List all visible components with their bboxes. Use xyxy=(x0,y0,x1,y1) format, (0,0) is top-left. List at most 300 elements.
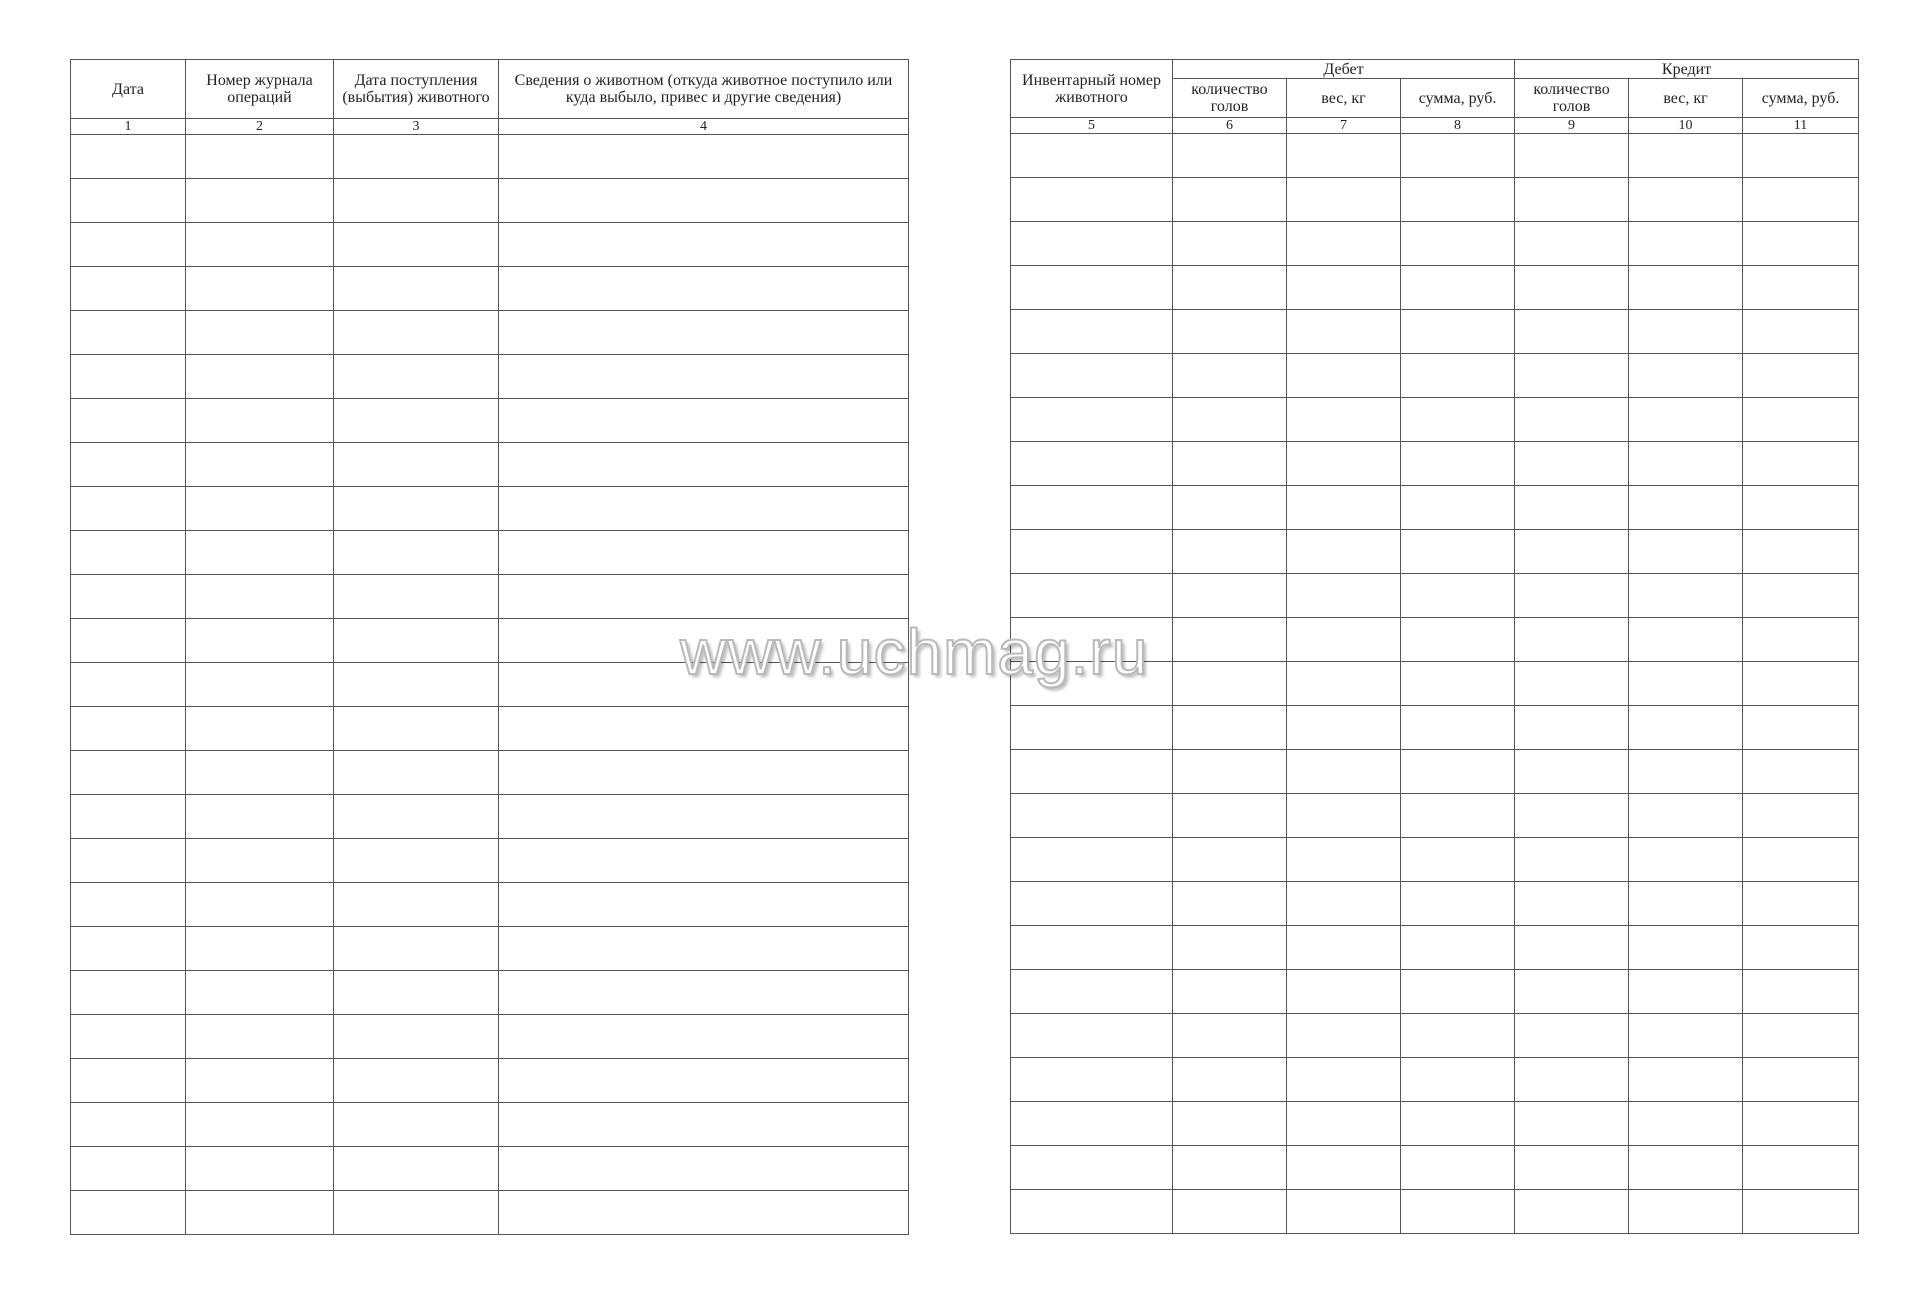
right-entry-cell[interactable] xyxy=(1629,618,1743,662)
right-entry-cell[interactable] xyxy=(1287,970,1401,1014)
right-entry-cell[interactable] xyxy=(1401,882,1515,926)
right-entry-cell[interactable] xyxy=(1173,178,1287,222)
left-entry-cell[interactable] xyxy=(499,795,909,839)
right-entry-cell[interactable] xyxy=(1401,354,1515,398)
table-row xyxy=(1011,530,1859,574)
left-entry-cell[interactable] xyxy=(499,839,909,883)
right-entry-cell[interactable] xyxy=(1011,706,1173,750)
right-entry-cell[interactable] xyxy=(1173,838,1287,882)
right-entry-cell[interactable] xyxy=(1401,1102,1515,1146)
left-entry-cell[interactable] xyxy=(334,179,499,223)
right-entry-cell[interactable] xyxy=(1743,266,1859,310)
left-entry-cell[interactable] xyxy=(71,311,186,355)
table-row xyxy=(71,971,909,1015)
column-number-4: 4 xyxy=(499,119,909,135)
right-entry-cell[interactable] xyxy=(1743,662,1859,706)
right-entry-cell[interactable] xyxy=(1629,794,1743,838)
right-entry-cell[interactable] xyxy=(1287,750,1401,794)
left-entry-cell[interactable] xyxy=(334,355,499,399)
right-entry-cell[interactable] xyxy=(1011,530,1173,574)
column-number-1: 1 xyxy=(71,119,186,135)
right-entry-cell[interactable] xyxy=(1173,618,1287,662)
right-entry-cell[interactable] xyxy=(1629,266,1743,310)
right-entry-cell[interactable] xyxy=(1743,1014,1859,1058)
right-entry-cell[interactable] xyxy=(1287,618,1401,662)
left-header-row xyxy=(71,60,909,119)
right-entry-cell[interactable] xyxy=(1173,1146,1287,1190)
left-entry-cell[interactable] xyxy=(71,795,186,839)
right-entry-cell[interactable] xyxy=(1743,1058,1859,1102)
right-entry-cell[interactable] xyxy=(1173,750,1287,794)
left-entry-cell[interactable] xyxy=(334,1147,499,1191)
right-entry-cell[interactable] xyxy=(1515,794,1629,838)
right-entry-cell[interactable] xyxy=(1011,134,1173,178)
left-entry-cell[interactable] xyxy=(186,267,334,311)
right-entry-cell[interactable] xyxy=(1515,398,1629,442)
right-entry-cell[interactable] xyxy=(1401,310,1515,354)
right-entry-cell[interactable] xyxy=(1011,442,1173,486)
left-entry-cell[interactable] xyxy=(499,1103,909,1147)
left-entry-cell[interactable] xyxy=(499,399,909,443)
left-entry-cell[interactable] xyxy=(186,179,334,223)
left-entry-cell[interactable] xyxy=(186,971,334,1015)
right-entry-cell[interactable] xyxy=(1173,530,1287,574)
right-entry-cell[interactable] xyxy=(1287,310,1401,354)
right-entry-cell[interactable] xyxy=(1287,134,1401,178)
left-entry-cell[interactable] xyxy=(71,531,186,575)
right-entry-cell[interactable] xyxy=(1743,1102,1859,1146)
left-entry-cell[interactable] xyxy=(71,443,186,487)
right-entry-cell[interactable] xyxy=(1173,398,1287,442)
right-entry-cell[interactable] xyxy=(1173,222,1287,266)
left-entry-cell[interactable] xyxy=(186,531,334,575)
right-entry-cell[interactable] xyxy=(1011,310,1173,354)
left-entry-cell[interactable] xyxy=(499,1015,909,1059)
right-entry-cell[interactable] xyxy=(1401,222,1515,266)
right-entry-cell[interactable] xyxy=(1401,750,1515,794)
left-entry-cell[interactable] xyxy=(499,355,909,399)
left-entry-cell[interactable] xyxy=(499,1147,909,1191)
right-entry-cell[interactable] xyxy=(1011,178,1173,222)
right-entry-cell[interactable] xyxy=(1287,1146,1401,1190)
right-entry-cell[interactable] xyxy=(1629,1014,1743,1058)
right-entry-cell[interactable] xyxy=(1629,530,1743,574)
right-entry-cell[interactable] xyxy=(1011,882,1173,926)
right-entry-cell[interactable] xyxy=(1515,1058,1629,1102)
right-entry-cell[interactable] xyxy=(1629,134,1743,178)
right-entry-cell[interactable] xyxy=(1401,134,1515,178)
right-entry-cell[interactable] xyxy=(1011,970,1173,1014)
left-entry-cell[interactable] xyxy=(334,883,499,927)
right-entry-cell[interactable] xyxy=(1401,794,1515,838)
right-entry-cell[interactable] xyxy=(1629,970,1743,1014)
right-entry-cell[interactable] xyxy=(1629,486,1743,530)
left-entry-cell[interactable] xyxy=(186,311,334,355)
left-entry-cell[interactable] xyxy=(334,575,499,619)
left-entry-cell[interactable] xyxy=(71,135,186,179)
right-entry-cell[interactable] xyxy=(1173,970,1287,1014)
right-entry-cell[interactable] xyxy=(1743,838,1859,882)
right-entry-cell[interactable] xyxy=(1287,354,1401,398)
left-entry-cell[interactable] xyxy=(71,971,186,1015)
right-entry-cell[interactable] xyxy=(1011,1014,1173,1058)
left-entry-cell[interactable] xyxy=(499,311,909,355)
right-entry-cell[interactable] xyxy=(1173,662,1287,706)
right-entry-cell[interactable] xyxy=(1629,354,1743,398)
right-entry-cell[interactable] xyxy=(1743,1146,1859,1190)
left-entry-cell[interactable] xyxy=(71,1015,186,1059)
right-entry-cell[interactable] xyxy=(1743,354,1859,398)
right-entry-cell[interactable] xyxy=(1743,178,1859,222)
right-entry-cell[interactable] xyxy=(1011,838,1173,882)
right-entry-cell[interactable] xyxy=(1401,266,1515,310)
left-entry-cell[interactable] xyxy=(71,487,186,531)
left-entry-cell[interactable] xyxy=(71,267,186,311)
right-entry-cell[interactable] xyxy=(1287,266,1401,310)
left-entry-cell[interactable] xyxy=(334,1191,499,1235)
left-entry-cell[interactable] xyxy=(186,443,334,487)
left-entry-cell[interactable] xyxy=(71,1191,186,1235)
left-entry-cell[interactable] xyxy=(499,883,909,927)
table-row xyxy=(1011,486,1859,530)
left-entry-cell[interactable] xyxy=(71,751,186,795)
right-entry-cell[interactable] xyxy=(1287,1014,1401,1058)
left-entry-cell[interactable] xyxy=(71,1147,186,1191)
right-entry-cell[interactable] xyxy=(1287,442,1401,486)
right-entry-cell[interactable] xyxy=(1629,442,1743,486)
left-entry-cell[interactable] xyxy=(71,1103,186,1147)
table-row xyxy=(71,399,909,443)
right-entry-cell[interactable] xyxy=(1401,398,1515,442)
right-entry-cell[interactable] xyxy=(1743,398,1859,442)
left-entry-cell[interactable] xyxy=(499,707,909,751)
left-entry-cell[interactable] xyxy=(334,1059,499,1103)
right-entry-cell[interactable] xyxy=(1401,926,1515,970)
right-entry-cell[interactable] xyxy=(1173,794,1287,838)
right-entry-cell[interactable] xyxy=(1515,882,1629,926)
right-entry-cell[interactable] xyxy=(1743,882,1859,926)
left-entry-cell[interactable] xyxy=(499,575,909,619)
left-entry-cell[interactable] xyxy=(334,1103,499,1147)
right-entry-cell[interactable] xyxy=(1173,486,1287,530)
left-entry-cell[interactable] xyxy=(186,883,334,927)
left-entry-cell[interactable] xyxy=(334,1015,499,1059)
right-entry-cell[interactable] xyxy=(1011,794,1173,838)
right-entry-cell[interactable] xyxy=(1173,1190,1287,1234)
right-entry-cell[interactable] xyxy=(1629,926,1743,970)
left-entry-cell[interactable] xyxy=(334,751,499,795)
left-entry-cell[interactable] xyxy=(499,1191,909,1235)
right-entry-cell[interactable] xyxy=(1011,618,1173,662)
column-number-2: 2 xyxy=(186,119,334,135)
left-entry-cell[interactable] xyxy=(334,839,499,883)
table-row xyxy=(1011,178,1859,222)
right-entry-cell[interactable] xyxy=(1011,222,1173,266)
left-entry-cell[interactable] xyxy=(499,971,909,1015)
right-entry-cell[interactable] xyxy=(1173,134,1287,178)
right-entry-cell[interactable] xyxy=(1173,310,1287,354)
left-entry-cell[interactable] xyxy=(499,487,909,531)
left-entry-cell[interactable] xyxy=(186,399,334,443)
right-entry-cell[interactable] xyxy=(1515,574,1629,618)
right-entry-cell[interactable] xyxy=(1743,1190,1859,1234)
table-row xyxy=(1011,838,1859,882)
right-entry-cell[interactable] xyxy=(1287,178,1401,222)
left-entry-cell[interactable] xyxy=(334,223,499,267)
left-entry-cell[interactable] xyxy=(186,619,334,663)
left-entry-cell[interactable] xyxy=(71,663,186,707)
right-entry-cell[interactable] xyxy=(1173,266,1287,310)
right-entry-cell[interactable] xyxy=(1629,574,1743,618)
right-entry-cell[interactable] xyxy=(1629,398,1743,442)
right-entry-cell[interactable] xyxy=(1515,1014,1629,1058)
right-entry-cell[interactable] xyxy=(1743,750,1859,794)
right-entry-cell[interactable] xyxy=(1401,442,1515,486)
right-entry-cell[interactable] xyxy=(1629,222,1743,266)
right-entry-cell[interactable] xyxy=(1287,530,1401,574)
right-entry-cell[interactable] xyxy=(1515,530,1629,574)
right-entry-cell[interactable] xyxy=(1401,530,1515,574)
right-entry-cell[interactable] xyxy=(1401,1058,1515,1102)
right-entry-cell[interactable] xyxy=(1629,662,1743,706)
left-entry-cell[interactable] xyxy=(186,1015,334,1059)
right-entry-cell[interactable] xyxy=(1287,1102,1401,1146)
right-entry-cell[interactable] xyxy=(1515,1102,1629,1146)
right-entry-cell[interactable] xyxy=(1287,574,1401,618)
right-entry-cell[interactable] xyxy=(1287,706,1401,750)
right-entry-cell[interactable] xyxy=(1515,178,1629,222)
right-entry-cell[interactable] xyxy=(1287,1058,1401,1102)
left-entry-cell[interactable] xyxy=(186,487,334,531)
right-entry-cell[interactable] xyxy=(1515,442,1629,486)
table-row xyxy=(71,267,909,311)
right-entry-cell[interactable] xyxy=(1011,574,1173,618)
right-entry-cell[interactable] xyxy=(1515,662,1629,706)
left-entry-cell[interactable] xyxy=(186,707,334,751)
table-row xyxy=(71,1015,909,1059)
right-entry-cell[interactable] xyxy=(1515,750,1629,794)
left-entry-cell[interactable] xyxy=(499,531,909,575)
header-arrival-date: Дата поступления (выбытия) животного xyxy=(334,60,499,119)
left-entry-cell[interactable] xyxy=(71,355,186,399)
left-entry-cell[interactable] xyxy=(499,267,909,311)
left-entry-cell[interactable] xyxy=(186,751,334,795)
column-number-9: 9 xyxy=(1515,118,1629,134)
left-entry-cell[interactable] xyxy=(499,1059,909,1103)
right-entry-cell[interactable] xyxy=(1011,266,1173,310)
right-entry-cell[interactable] xyxy=(1743,794,1859,838)
column-number-6: 6 xyxy=(1173,118,1287,134)
left-entry-cell[interactable] xyxy=(499,443,909,487)
table-row xyxy=(1011,750,1859,794)
right-entry-cell[interactable] xyxy=(1515,618,1629,662)
right-entry-cell[interactable] xyxy=(1011,1102,1173,1146)
left-entry-cell[interactable] xyxy=(499,135,909,179)
right-entry-cell[interactable] xyxy=(1011,398,1173,442)
right-entry-cell[interactable] xyxy=(1011,1146,1173,1190)
right-entry-cell[interactable] xyxy=(1515,1146,1629,1190)
table-row xyxy=(1011,442,1859,486)
right-entry-cell[interactable] xyxy=(1287,1190,1401,1234)
right-entry-cell[interactable] xyxy=(1401,1146,1515,1190)
header-debit: Дебет xyxy=(1173,60,1515,79)
left-entry-cell[interactable] xyxy=(186,355,334,399)
right-entry-cell[interactable] xyxy=(1743,970,1859,1014)
right-entry-cell[interactable] xyxy=(1401,178,1515,222)
right-entry-cell[interactable] xyxy=(1287,882,1401,926)
right-entry-cell[interactable] xyxy=(1515,838,1629,882)
left-entry-cell[interactable] xyxy=(499,663,909,707)
right-entry-cell[interactable] xyxy=(1515,1190,1629,1234)
left-entry-cell[interactable] xyxy=(334,707,499,751)
right-entry-cell[interactable] xyxy=(1401,970,1515,1014)
table-row xyxy=(71,531,909,575)
left-entry-cell[interactable] xyxy=(499,619,909,663)
right-entry-cell[interactable] xyxy=(1173,1102,1287,1146)
left-entry-cell[interactable] xyxy=(186,1191,334,1235)
right-entry-cell[interactable] xyxy=(1401,706,1515,750)
right-entry-cell[interactable] xyxy=(1287,838,1401,882)
right-entry-cell[interactable] xyxy=(1743,134,1859,178)
right-entry-cell[interactable] xyxy=(1287,486,1401,530)
right-entry-cell[interactable] xyxy=(1743,926,1859,970)
left-entry-cell[interactable] xyxy=(71,575,186,619)
right-entry-cell[interactable] xyxy=(1629,1102,1743,1146)
right-entry-cell[interactable] xyxy=(1401,662,1515,706)
right-entry-cell[interactable] xyxy=(1011,1058,1173,1102)
left-entry-cell[interactable] xyxy=(334,619,499,663)
right-entry-cell[interactable] xyxy=(1401,1014,1515,1058)
right-entry-cell[interactable] xyxy=(1173,926,1287,970)
left-entry-cell[interactable] xyxy=(186,575,334,619)
right-entry-cell[interactable] xyxy=(1287,794,1401,838)
right-entry-cell[interactable] xyxy=(1629,1058,1743,1102)
left-entry-cell[interactable] xyxy=(71,927,186,971)
right-entry-cell[interactable] xyxy=(1515,310,1629,354)
right-entry-cell[interactable] xyxy=(1011,1190,1173,1234)
left-entry-cell[interactable] xyxy=(71,619,186,663)
right-entry-cell[interactable] xyxy=(1173,354,1287,398)
right-entry-cell[interactable] xyxy=(1515,354,1629,398)
left-entry-cell[interactable] xyxy=(186,795,334,839)
right-entry-cell[interactable] xyxy=(1629,882,1743,926)
right-entry-cell[interactable] xyxy=(1515,926,1629,970)
right-entry-cell[interactable] xyxy=(1011,354,1173,398)
left-entry-cell[interactable] xyxy=(71,883,186,927)
left-entry-cell[interactable] xyxy=(186,223,334,267)
right-entry-cell[interactable] xyxy=(1629,1146,1743,1190)
right-entry-cell[interactable] xyxy=(1743,310,1859,354)
right-entry-cell[interactable] xyxy=(1743,530,1859,574)
left-entry-cell[interactable] xyxy=(499,927,909,971)
left-entry-cell[interactable] xyxy=(186,927,334,971)
left-entry-cell[interactable] xyxy=(499,223,909,267)
right-entry-cell[interactable] xyxy=(1173,1058,1287,1102)
right-entry-cell[interactable] xyxy=(1515,706,1629,750)
right-entry-cell[interactable] xyxy=(1401,486,1515,530)
right-entry-cell[interactable] xyxy=(1011,486,1173,530)
right-entry-cell[interactable] xyxy=(1173,442,1287,486)
right-entry-cell[interactable] xyxy=(1011,926,1173,970)
left-entry-cell[interactable] xyxy=(186,135,334,179)
right-entry-cell[interactable] xyxy=(1401,618,1515,662)
left-entry-cell[interactable] xyxy=(334,135,499,179)
left-entry-cell[interactable] xyxy=(334,971,499,1015)
left-entry-cell[interactable] xyxy=(186,1103,334,1147)
left-entry-cell[interactable] xyxy=(71,223,186,267)
right-entry-cell[interactable] xyxy=(1629,706,1743,750)
left-entry-cell[interactable] xyxy=(334,267,499,311)
right-entry-cell[interactable] xyxy=(1743,574,1859,618)
right-entry-cell[interactable] xyxy=(1743,486,1859,530)
right-entry-cell[interactable] xyxy=(1401,838,1515,882)
left-entry-cell[interactable] xyxy=(334,311,499,355)
right-entry-cell[interactable] xyxy=(1515,222,1629,266)
right-entry-cell[interactable] xyxy=(1743,442,1859,486)
right-entry-cell[interactable] xyxy=(1629,750,1743,794)
header-inventory-number: Инвентарный номер животного xyxy=(1011,60,1173,118)
right-entry-cell[interactable] xyxy=(1743,222,1859,266)
left-entry-cell[interactable] xyxy=(334,399,499,443)
right-entry-cell[interactable] xyxy=(1515,266,1629,310)
left-entry-cell[interactable] xyxy=(334,443,499,487)
left-entry-cell[interactable] xyxy=(71,179,186,223)
right-entry-cell[interactable] xyxy=(1287,222,1401,266)
left-entry-cell[interactable] xyxy=(71,839,186,883)
left-entry-cell[interactable] xyxy=(186,839,334,883)
right-entry-cell[interactable] xyxy=(1515,970,1629,1014)
left-entry-cell[interactable] xyxy=(186,1059,334,1103)
right-entry-cell[interactable] xyxy=(1629,838,1743,882)
left-entry-cell[interactable] xyxy=(186,1147,334,1191)
table-row xyxy=(71,663,909,707)
left-entry-cell[interactable] xyxy=(334,531,499,575)
right-entry-cell[interactable] xyxy=(1287,662,1401,706)
right-entry-cell[interactable] xyxy=(1401,1190,1515,1234)
right-entry-cell[interactable] xyxy=(1743,618,1859,662)
column-number-5: 5 xyxy=(1011,118,1173,134)
right-entry-cell[interactable] xyxy=(1401,574,1515,618)
right-entry-cell[interactable] xyxy=(1515,134,1629,178)
left-entry-cell[interactable] xyxy=(499,179,909,223)
left-entry-cell[interactable] xyxy=(334,487,499,531)
table-row xyxy=(1011,222,1859,266)
right-entry-cell[interactable] xyxy=(1287,926,1401,970)
right-entry-cell[interactable] xyxy=(1011,750,1173,794)
right-entry-cell[interactable] xyxy=(1629,1190,1743,1234)
table-row xyxy=(1011,1190,1859,1234)
right-entry-cell[interactable] xyxy=(1173,1014,1287,1058)
right-entry-cell[interactable] xyxy=(1515,486,1629,530)
table-row xyxy=(71,223,909,267)
left-entry-cell[interactable] xyxy=(334,927,499,971)
left-entry-cell[interactable] xyxy=(334,795,499,839)
right-entry-cell[interactable] xyxy=(1629,178,1743,222)
left-entry-cell[interactable] xyxy=(71,1059,186,1103)
right-entry-cell[interactable] xyxy=(1743,706,1859,750)
left-entry-cell[interactable] xyxy=(334,663,499,707)
right-entry-cell[interactable] xyxy=(1629,310,1743,354)
left-entry-cell[interactable] xyxy=(186,663,334,707)
right-entry-cell[interactable] xyxy=(1173,882,1287,926)
right-entry-cell[interactable] xyxy=(1011,662,1173,706)
left-entry-cell[interactable] xyxy=(71,707,186,751)
right-entry-cell[interactable] xyxy=(1287,398,1401,442)
left-entry-cell[interactable] xyxy=(499,751,909,795)
left-entry-cell[interactable] xyxy=(71,399,186,443)
right-entry-cell[interactable] xyxy=(1173,706,1287,750)
right-entry-cell[interactable] xyxy=(1173,574,1287,618)
